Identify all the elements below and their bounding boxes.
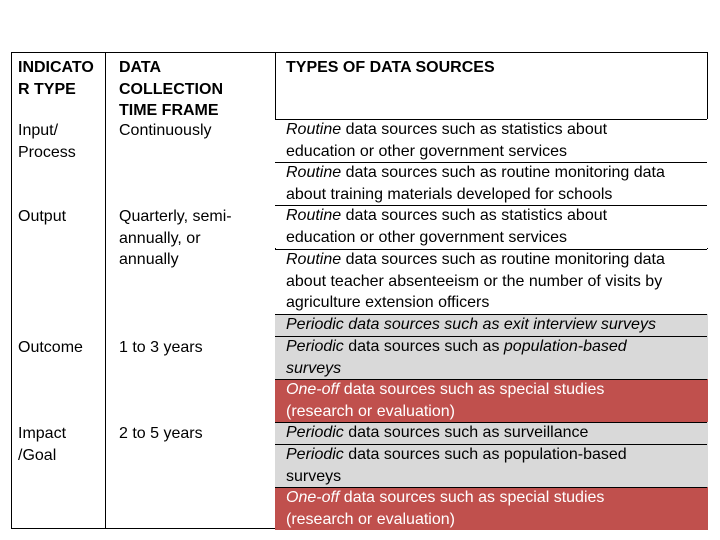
time-frame-text: 2 to 5 years (119, 425, 203, 442)
source-text: surveys (286, 467, 342, 485)
time-frame-text: annually, or (119, 229, 201, 247)
source-line (286, 358, 708, 380)
source-line (286, 205, 708, 227)
source-text: data sources such as statistics about (341, 207, 608, 224)
row-output-type (18, 206, 66, 228)
row-output-time (119, 206, 232, 271)
row-divider (275, 249, 707, 250)
source-block (275, 379, 708, 422)
indicator-type-text: /Goal (18, 446, 57, 464)
source-text: education or other government services (286, 142, 568, 160)
source-text: data sources such as statistics about (341, 121, 608, 138)
header-indicator-type-line: R TYPE (18, 80, 76, 98)
column-divider (105, 53, 106, 528)
source-line (286, 141, 708, 163)
row-divider (275, 314, 707, 315)
row-divider (275, 379, 707, 380)
header-time-frame-line: DATA (119, 59, 162, 76)
source-type-emphasis: One-off (286, 489, 340, 506)
header-indicator-type-line: INDICATO (18, 59, 94, 76)
source-block (275, 119, 708, 162)
row-divider (275, 422, 707, 423)
row-impact-type (18, 423, 66, 466)
row-divider (275, 119, 707, 120)
data-sources-table (11, 52, 708, 529)
source-block (275, 162, 708, 205)
source-text: data sources such as population-based (343, 446, 627, 463)
source-line (286, 509, 708, 531)
row-impact-time (119, 423, 203, 445)
header-indicator-type (18, 57, 94, 100)
source-block (275, 205, 708, 248)
source-line (286, 487, 708, 509)
source-type-emphasis: One-off (286, 381, 340, 398)
source-line (286, 422, 708, 444)
time-frame-text: Quarterly, semi- (119, 208, 232, 225)
source-line (286, 249, 708, 271)
source-text: data sources such as (343, 338, 504, 355)
source-text: about teacher absenteeism or the number of visits by (286, 272, 663, 290)
header-time-frame (119, 57, 223, 122)
source-type-emphasis: population-based (503, 338, 627, 355)
source-type-emphasis: Periodic (286, 424, 344, 441)
source-line (286, 314, 708, 336)
source-line (286, 379, 708, 401)
row-divider (275, 162, 707, 163)
row-input-time (119, 120, 212, 142)
source-block (275, 487, 708, 530)
row-divider (275, 336, 707, 337)
source-text: education or other government services (286, 228, 568, 246)
source-line (286, 162, 708, 184)
source-block (275, 422, 708, 444)
row-input-type (18, 120, 76, 163)
time-frame-text: 1 to 3 years (119, 339, 203, 356)
row-divider (275, 205, 707, 206)
time-frame-text: annually (119, 251, 179, 269)
indicator-type-text: Process (18, 143, 76, 161)
source-line (286, 119, 708, 141)
source-type-emphasis: Periodic (286, 446, 344, 463)
indicator-type-text: Input/ (18, 122, 59, 139)
source-text: data sources such as surveillance (343, 424, 589, 441)
source-text: agriculture extension officers (286, 294, 490, 312)
row-divider (275, 487, 707, 488)
source-type-emphasis: Periodic (286, 338, 344, 355)
source-line (286, 271, 708, 293)
source-line (286, 227, 708, 249)
source-line (286, 184, 708, 206)
source-type-emphasis: Routine (286, 164, 342, 181)
time-frame-text: Continuously (119, 122, 212, 139)
source-line (286, 336, 708, 358)
source-line (286, 444, 708, 466)
source-type-emphasis: surveys (286, 359, 342, 377)
source-block (275, 249, 708, 314)
source-text: (research or evaluation) (286, 510, 455, 528)
row-outcome-time (119, 337, 203, 359)
source-block (275, 314, 708, 336)
source-text: (research or evaluation) (286, 402, 455, 420)
source-text: data sources such as special studies (339, 489, 605, 506)
source-text: about training materials developed for schools (286, 185, 613, 203)
row-outcome-type (18, 337, 83, 359)
source-block (275, 336, 708, 379)
source-type-emphasis: Routine (286, 121, 342, 138)
source-text: data sources such as special studies (339, 381, 605, 398)
source-type-emphasis: Periodic data sources such as exit interview surveys (286, 316, 656, 333)
header-time-frame-line: COLLECTION (119, 80, 223, 98)
header-time-frame-line: TIME FRAME (119, 102, 219, 120)
source-text: data sources such as routine monitoring data (341, 251, 665, 268)
source-text: data sources such as routine monitoring data (341, 164, 665, 181)
header-data-sources: TYPES OF DATA SOURCES (286, 59, 495, 76)
source-type-emphasis: Routine (286, 207, 342, 224)
source-line (286, 466, 708, 488)
source-line (286, 292, 708, 314)
source-type-emphasis: Routine (286, 251, 342, 268)
source-line (286, 401, 708, 423)
source-block (275, 444, 708, 487)
indicator-type-text: Outcome (18, 339, 83, 356)
row-divider (275, 444, 707, 445)
indicator-type-text: Output (18, 208, 67, 225)
indicator-type-text: Impact (18, 425, 67, 442)
